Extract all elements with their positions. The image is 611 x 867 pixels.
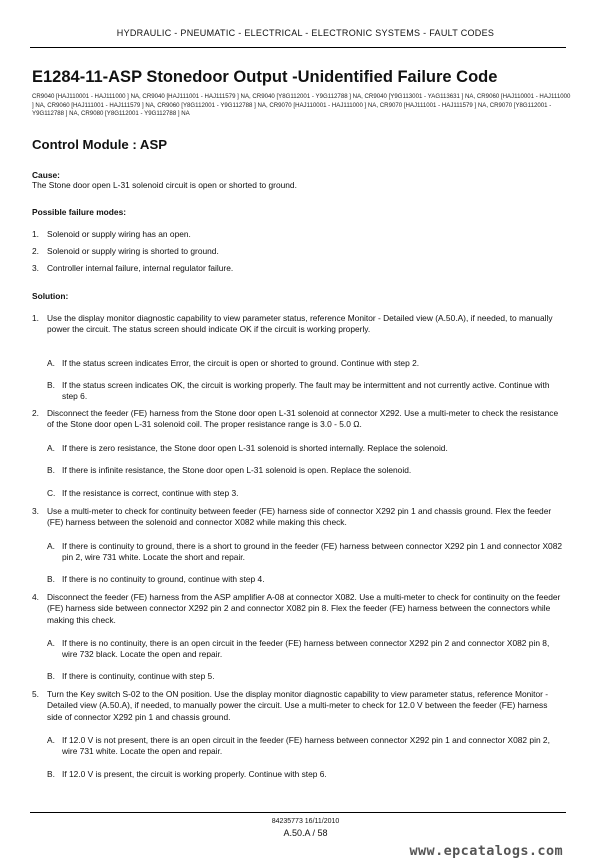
solution-substep bbox=[47, 465, 562, 476]
solution-substep bbox=[47, 769, 562, 780]
step-number: 4. bbox=[32, 592, 39, 602]
substep-text: If there is no continuity to ground, continue with step 4. bbox=[62, 574, 265, 584]
item-text: Solenoid or supply wiring has an open. bbox=[47, 229, 191, 239]
step-text: Turn the Key switch S-02 to the ON position. Use the display monitor diagnostic capability to view parameter status, reference Monitor - Detailed view (A.50.A), if needed, to manually power the circuit. Use a multi-meter to check for 12.0 V between the feeder (FE) harness side of connector X292 pin 1 and chassis ground. bbox=[47, 689, 549, 722]
substep-text: If the status screen indicates OK, the circuit is working properly. The fault may be intermittent and not currently active. Continue with step 6. bbox=[62, 380, 550, 402]
solution-substep bbox=[47, 638, 562, 661]
step-number: 5. bbox=[32, 689, 39, 699]
solution-substep bbox=[47, 443, 562, 454]
step-number: 1. bbox=[32, 313, 39, 323]
substep-letter: B. bbox=[47, 574, 55, 584]
item-number: 1. bbox=[32, 229, 39, 239]
substep-text: If the resistance is correct, continue with step 3. bbox=[62, 488, 239, 498]
step-text: Disconnect the feeder (FE) harness from the ASP amplifier A-08 at connector X082. Use a multi-meter to check for continuity on the feeder (FE) harness side between connector X292 pin 2 and connector X082 pin 8. Flex the feeder (FE) harness between the connectors while making this check. bbox=[47, 592, 561, 625]
substep-text: If there is continuity, continue with step 5. bbox=[62, 671, 215, 681]
solution-step bbox=[32, 506, 562, 529]
solution-substep bbox=[47, 380, 562, 403]
cause-label: Cause: bbox=[32, 170, 60, 180]
substep-letter: A. bbox=[47, 541, 55, 551]
substep-text: If there is continuity to ground, there is a short to ground in the feeder (FE) harness between connector X292 pin 1 and connector X082 pin 2, wire 731 white. Locate the short and repair. bbox=[62, 541, 563, 563]
substep-letter: B. bbox=[47, 769, 55, 779]
item-number: 3. bbox=[32, 263, 39, 273]
substep-letter: B. bbox=[47, 380, 55, 390]
failure-mode-item bbox=[32, 229, 562, 240]
substep-text: If there is infinite resistance, the Stone door open L-31 solenoid is open. Replace the solenoid. bbox=[62, 465, 412, 475]
failure-mode-item bbox=[32, 246, 562, 257]
solution-step bbox=[32, 592, 562, 626]
item-text: Solenoid or supply wiring is shorted to ground. bbox=[47, 246, 219, 256]
solution-substep bbox=[47, 488, 562, 499]
substep-letter: A. bbox=[47, 443, 55, 453]
solution-step bbox=[32, 313, 562, 336]
document-number: 84235773 16/11/2010 bbox=[271, 818, 340, 825]
solution-substep bbox=[47, 574, 562, 585]
substep-letter: A. bbox=[47, 358, 55, 368]
step-text: Use a multi-meter to check for continuity between feeder (FE) harness side of connector X292 pin 1 and chassis ground. Flex the feeder (FE) harness between the solenoid and connector X082 while making this check. bbox=[47, 506, 552, 528]
substep-letter: B. bbox=[47, 671, 55, 681]
solution-step bbox=[32, 408, 562, 431]
item-text: Controller internal failure, internal regulator failure. bbox=[47, 263, 234, 273]
substep-text: If the status screen indicates Error, the circuit is open or shorted to ground. Continue with step 2. bbox=[62, 358, 420, 368]
solution-substep bbox=[47, 735, 562, 758]
solution-substep bbox=[47, 671, 562, 682]
solution-substep bbox=[47, 541, 562, 564]
solution-step bbox=[32, 689, 562, 723]
page-number: A.50.A / 58 bbox=[283, 828, 328, 838]
substep-text: If there is no continuity, there is an open circuit in the feeder (FE) harness between connector X292 pin 2 and connector X082 pin 8, wire 732 black. Locate the open and repair. bbox=[62, 638, 550, 660]
substep-letter: A. bbox=[47, 735, 55, 745]
step-number: 3. bbox=[32, 506, 39, 516]
step-text: Use the display monitor diagnostic capability to view parameter status, reference Monitor - Detailed view (A.50.A), if needed, to manually power the circuit. The status screen should indicate OK if the circuit is working properly. bbox=[47, 313, 553, 335]
fault-code-title: E1284-11-ASP Stonedoor Output -Unidentified Failure Code bbox=[32, 68, 498, 86]
step-text: Disconnect the feeder (FE) harness from the Stone door open L-31 solenoid at connector X292. Use a multi-meter to check the resistance of the Stone door open L-31 solenoid coil. The proper resistance range is 3.0 - 5.0 Ω. bbox=[47, 408, 559, 430]
footer-rule bbox=[30, 812, 566, 813]
substep-text: If 12.0 V is present, the circuit is working properly. Continue with step 6. bbox=[62, 769, 327, 779]
failure-mode-item bbox=[32, 263, 562, 274]
watermark: www.epcatalogs.com bbox=[409, 843, 563, 859]
header-rule bbox=[30, 47, 566, 48]
solution-label: Solution: bbox=[32, 291, 69, 301]
cause-text: The Stone door open L-31 solenoid circuit is open or shorted to ground. bbox=[32, 180, 297, 190]
substep-text: If there is zero resistance, the Stone door open L-31 solenoid is shorted internally. Replace the solenoid. bbox=[62, 443, 448, 453]
item-number: 2. bbox=[32, 246, 39, 256]
section-header: HYDRAULIC - PNEUMATIC - ELECTRICAL - ELECTRONIC SYSTEMS - FAULT CODES bbox=[116, 28, 495, 38]
substep-letter: B. bbox=[47, 465, 55, 475]
substep-letter: A. bbox=[47, 638, 55, 648]
step-number: 2. bbox=[32, 408, 39, 418]
substep-text: If 12.0 V is not present, there is an open circuit in the feeder (FE) harness between connector X292 pin 1 and connector X082 pin 2, wire 731 white. Locate the open and repair. bbox=[62, 735, 550, 757]
solution-substep bbox=[47, 358, 562, 369]
failure-modes-label: Possible failure modes: bbox=[32, 207, 127, 217]
applicability-list: CR9040 [HAJ110001 - HAJ111000 ] NA, CR9040 [HAJ111001 - HAJ111579 ] NA, CR9040 [Y8G112001 - Y9G112788 ] NA, CR9040 [Y9G113001 - YAG113631 ] NA, CR9060 [HAJ110001 - HAJ111000 ] NA, CR9060 [HAJ111001 - HAJ111579 ] NA, CR9060 [Y8G112001 - Y9G112788 ] NA, CR9070 [HAJ110001 - HAJ111000 ] NA, CR9070 [HAJ111001 - HAJ111579 ] NA, CR9070 [Y8G112001 - Y9G112788 ] NA, CR9080 [Y8G112001 - Y9G112788 ] NA bbox=[32, 93, 571, 118]
module-heading: Control Module : ASP bbox=[32, 137, 168, 152]
substep-letter: C. bbox=[47, 488, 56, 498]
